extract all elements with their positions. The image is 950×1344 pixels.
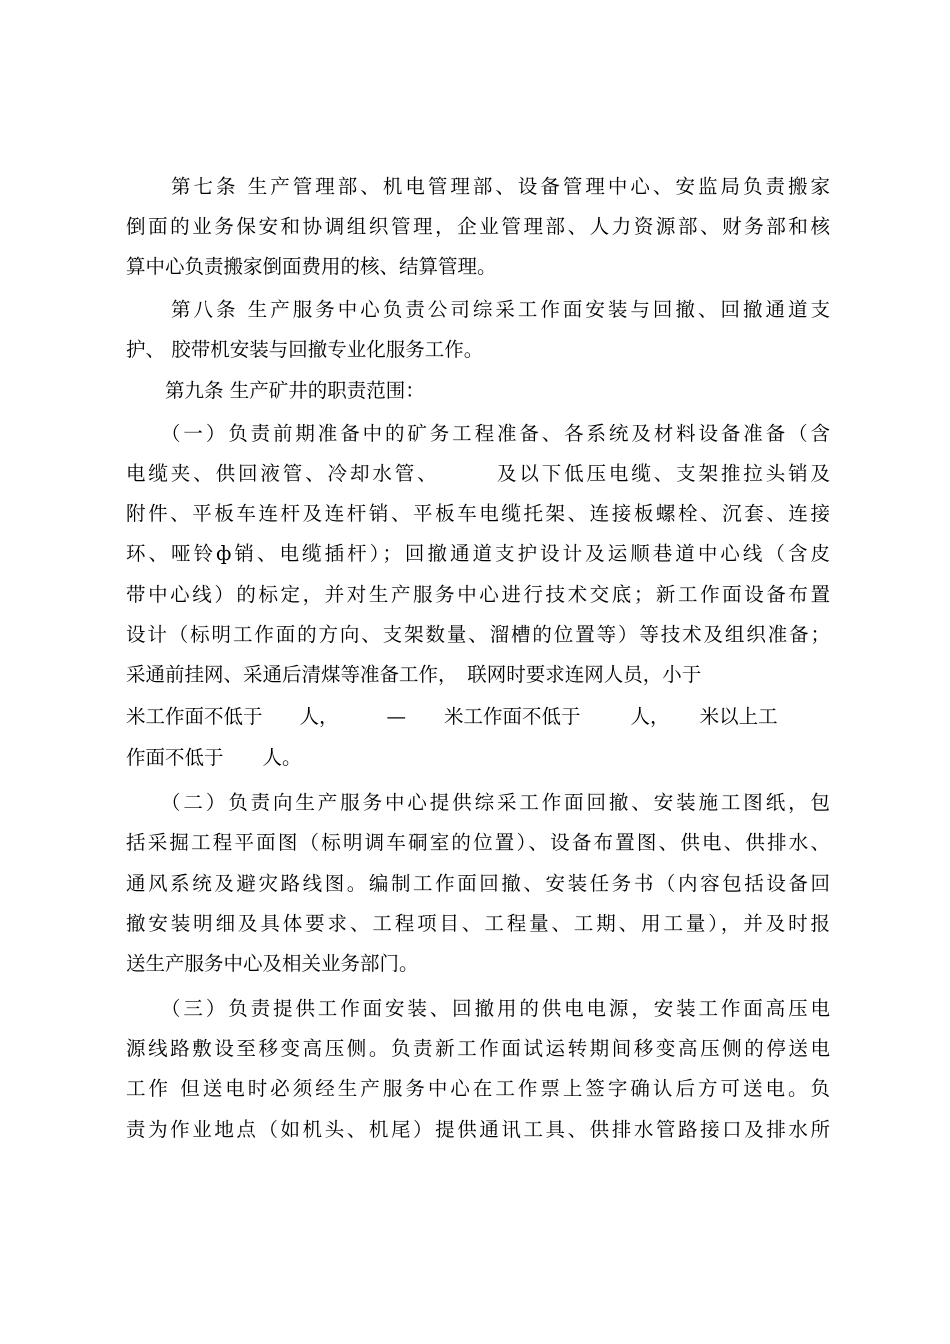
text-line: 作面不低于 人。 (126, 746, 302, 769)
text-line: 带中心线）的标定，并对生产服务中心进行技术交底；新工作面设备布置 (126, 583, 830, 606)
text-line: 撤安装明细及具体要求、工程项目、工程量、工期、用工量），并及时报 (126, 912, 830, 935)
text-line: 护、 胶带机安装与回撤专业化服务工作。 (126, 338, 484, 361)
text-line: 环、哑铃ф销、电缆插杆）；回撤通道支护设计及运顺巷道中心线（含皮 (126, 542, 830, 565)
text-line: 倒面的业务保安和协调组织管理，企业管理部、人力资源部、财务部和核 (126, 215, 830, 238)
text-line: 电缆夹、供回液管、冷却水管、 及以下低压电缆、支架推拉头销及 (126, 462, 830, 485)
text-line: 设计（标明工作面的方向、支架数量、溜槽的位置等）等技术及组织准备； (126, 623, 830, 646)
text-line: 括采掘工程平面图（标明调车硐室的位置）、设备布置图、供电、供排水、 (126, 831, 830, 854)
text-segment: — (386, 705, 407, 728)
text-line: 算中心负责搬家倒面费用的核、结算管理。 (126, 255, 497, 278)
text-line: 通风系统及避灾路线图。编制工作面回撤、安装任务书（内容包括设备回 (126, 872, 830, 895)
text-segment: 人， (299, 705, 339, 728)
text-line-with-blanks (126, 697, 830, 737)
text-line: 第八条 生产服务中心负责公司综采工作面安装与回撤、回撤通道支 (126, 298, 830, 321)
text-line: 工作 但送电时必须经生产服务中心在工作票上签字确认后方可送电。负 (126, 1077, 830, 1100)
text-line: （一）负责前期准备中的矿务工程准备、各系统及材料设备准备（含 (126, 422, 830, 445)
text-line: 送生产服务中心及相关业务部门。 (126, 952, 419, 975)
text-segment: 米以上工 (699, 705, 778, 728)
text-line: 采通前挂网、采通后清煤等准备工作， 联网时要求连网人员，小于 (126, 663, 702, 686)
text-segment: 米工作面不低于 (444, 705, 581, 728)
text-segment: 米工作面不低于 (126, 705, 263, 728)
text-line: （二）负责向生产服务中心提供综采工作面回撤、安装施工图纸，包 (126, 791, 830, 814)
text-line: 第七条 生产管理部、机电管理部、设备管理中心、安监局负责搬家 (126, 175, 830, 198)
text-line: 附件、平板车连杆及连杆销、平板车电缆托架、连接板螺栓、沉套、连接 (126, 502, 830, 525)
text-line: 第九条 生产矿井的职责范围： (126, 379, 425, 402)
text-segment: 人， (630, 705, 670, 728)
text-line: 责为作业地点（如机头、机尾）提供通讯工具、供排水管路接口及排水所 (126, 1118, 830, 1141)
text-line: 源线路敷设至移变高压侧。负责新工作面试运转期间移变高压侧的停送电 (126, 1037, 830, 1060)
text-line: （三）负责提供工作面安装、回撤用的供电电源，安装工作面高压电 (126, 997, 830, 1020)
